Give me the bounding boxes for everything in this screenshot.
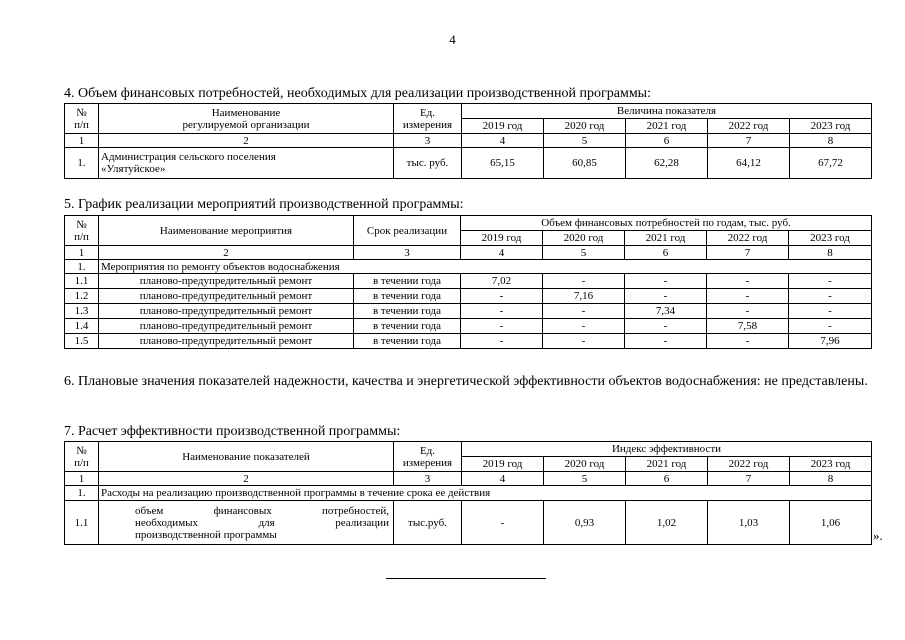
indicator-name-line: производственной программы	[135, 528, 277, 541]
value-cell: -	[625, 289, 707, 304]
year-header: 2021 год	[625, 231, 707, 246]
index-cell: 3	[394, 134, 462, 148]
index-cell: 6	[626, 472, 708, 486]
col-indicator-header: Наименование показателей	[99, 442, 394, 472]
value-cell: 7,58	[707, 319, 789, 334]
table-row	[65, 289, 872, 304]
year-header: 2020 год	[544, 119, 626, 134]
table-row	[65, 334, 872, 349]
index-cell: 5	[543, 246, 625, 260]
value-cell: -	[461, 319, 543, 334]
unit-cell: тыс. руб.	[394, 148, 462, 179]
value-cell: 67,72	[790, 148, 872, 179]
group-row	[65, 260, 872, 274]
unit-cell: тыс.руб.	[394, 501, 462, 545]
term-cell: в течении года	[354, 289, 461, 304]
value-cell: 7,16	[543, 289, 625, 304]
page-number: 4	[449, 32, 456, 47]
value-cell: -	[462, 501, 544, 545]
row-num: 1.2	[65, 289, 99, 304]
value-cell: -	[543, 304, 625, 319]
index-row	[65, 134, 872, 148]
value-group-header: Объем финансовых потребностей по годам, тыс. руб.	[461, 216, 872, 231]
value-cell: 1,03	[708, 501, 790, 545]
section-7-heading: 7. Расчет эффективности производственной программы:	[64, 424, 401, 439]
table-row	[65, 319, 872, 334]
value-cell: 65,15	[462, 148, 544, 179]
activity-name: планово-предупредительный ремонт	[99, 274, 354, 289]
value-cell: 1,06	[790, 501, 872, 545]
index-cell: 7	[708, 472, 790, 486]
row-num: 1.5	[65, 334, 99, 349]
index-cell: 4	[462, 472, 544, 486]
index-cell: 7	[708, 134, 790, 148]
row-num: 1.	[65, 148, 99, 179]
index-cell: 2	[99, 134, 394, 148]
index-cell: 6	[625, 246, 707, 260]
index-cell: 7	[707, 246, 789, 260]
value-cell: -	[707, 289, 789, 304]
value-group-header: Величина показателя	[462, 104, 872, 119]
index-cell: 4	[461, 246, 543, 260]
index-cell: 4	[462, 134, 544, 148]
section-6-text: 6. Плановые значения показателей надежности, качества и энергетической эффективности объектов водоснабжения: не представлены.	[64, 374, 868, 389]
section-4-heading: 4. Объем финансовых потребностей, необходимых для реализации производственной программы:	[64, 86, 651, 101]
group-label: Расходы на реализацию производственной программы в течение срока ее действия	[99, 486, 872, 501]
footer-rule	[386, 578, 546, 579]
value-cell: -	[461, 304, 543, 319]
value-cell: -	[789, 274, 872, 289]
value-cell: -	[789, 304, 872, 319]
group-label: Мероприятия по ремонту объектов водоснабжения	[99, 260, 872, 274]
activity-name: планово-предупредительный ремонт	[99, 319, 354, 334]
value-group-header: Индекс эффективности	[462, 442, 872, 457]
year-header: 2019 год	[462, 457, 544, 472]
index-row	[65, 246, 872, 260]
col-term-header: Срок реализации	[354, 216, 461, 246]
row-num: 1.1	[65, 501, 99, 545]
index-cell: 8	[790, 472, 872, 486]
year-header: 2021 год	[626, 119, 708, 134]
year-header: 2020 год	[544, 457, 626, 472]
year-header: 2023 год	[790, 119, 872, 134]
index-cell: 2	[99, 472, 394, 486]
term-cell: в течении года	[354, 304, 461, 319]
row-num: 1.4	[65, 319, 99, 334]
activity-name: планово-предупредительный ремонт	[99, 289, 354, 304]
value-cell: 7,34	[625, 304, 707, 319]
term-cell: в течении года	[354, 334, 461, 349]
value-cell: -	[543, 334, 625, 349]
schedule-table	[64, 215, 872, 349]
efficiency-table	[64, 441, 872, 545]
value-cell: -	[789, 319, 872, 334]
value-cell: -	[707, 274, 789, 289]
closing-quote: ».	[873, 528, 883, 543]
col-num-header: № п/п	[65, 104, 99, 134]
value-cell: -	[789, 289, 872, 304]
financial-needs-table	[64, 103, 872, 179]
col-org-header: Наименование регулируемой организации	[99, 104, 394, 134]
value-cell: 1,02	[626, 501, 708, 545]
row-num: 1.3	[65, 304, 99, 319]
value-cell: -	[707, 304, 789, 319]
col-num-header: № п/п	[65, 442, 99, 472]
value-cell: 60,85	[544, 148, 626, 179]
table-row	[65, 304, 872, 319]
indicator-name	[99, 501, 394, 545]
indicator-name-line: необходимых для реализации	[135, 516, 389, 529]
index-cell: 3	[394, 472, 462, 486]
activity-name: планово-предупредительный ремонт	[99, 304, 354, 319]
term-cell: в течении года	[354, 274, 461, 289]
value-cell: 0,93	[544, 501, 626, 545]
index-cell: 8	[790, 134, 872, 148]
org-name: Администрация сельского поселения «Улятуйское»	[99, 148, 394, 179]
value-cell: 64,12	[708, 148, 790, 179]
index-cell: 1	[65, 246, 99, 260]
value-cell: 7,96	[789, 334, 872, 349]
row-num: 1.	[65, 486, 99, 501]
col-unit-header: Ед. измерения	[394, 442, 462, 472]
index-cell: 1	[65, 134, 99, 148]
col-num-header: № п/п	[65, 216, 99, 246]
index-cell: 5	[544, 472, 626, 486]
table-row	[65, 501, 872, 545]
value-cell: -	[543, 274, 625, 289]
value-cell: -	[707, 334, 789, 349]
year-header: 2023 год	[789, 231, 872, 246]
col-unit-header: Ед. измерения	[394, 104, 462, 134]
index-row	[65, 472, 872, 486]
value-cell: -	[625, 334, 707, 349]
year-header: 2019 год	[462, 119, 544, 134]
term-cell: в течении года	[354, 319, 461, 334]
index-cell: 3	[354, 246, 461, 260]
row-num: 1.1	[65, 274, 99, 289]
index-cell: 1	[65, 472, 99, 486]
group-row	[65, 486, 872, 501]
index-cell: 6	[626, 134, 708, 148]
value-cell: 7,02	[461, 274, 543, 289]
value-cell: 62,28	[626, 148, 708, 179]
table-row	[65, 274, 872, 289]
year-header: 2022 год	[708, 119, 790, 134]
year-header: 2023 год	[790, 457, 872, 472]
year-header: 2020 год	[543, 231, 625, 246]
row-num: 1.	[65, 260, 99, 274]
value-cell: -	[543, 319, 625, 334]
value-cell: -	[461, 289, 543, 304]
table-row	[65, 148, 872, 179]
activity-name: планово-предупредительный ремонт	[99, 334, 354, 349]
index-cell: 5	[544, 134, 626, 148]
col-activity-header: Наименование мероприятия	[99, 216, 354, 246]
index-cell: 8	[789, 246, 872, 260]
value-cell: -	[625, 274, 707, 289]
year-header: 2019 год	[461, 231, 543, 246]
year-header: 2022 год	[707, 231, 789, 246]
value-cell: -	[461, 334, 543, 349]
year-header: 2022 год	[708, 457, 790, 472]
section-5-heading: 5. График реализации мероприятий производственной программы:	[64, 197, 464, 212]
indicator-name-line: объем финансовых потребностей,	[135, 504, 389, 517]
value-cell: -	[625, 319, 707, 334]
year-header: 2021 год	[626, 457, 708, 472]
index-cell: 2	[99, 246, 354, 260]
